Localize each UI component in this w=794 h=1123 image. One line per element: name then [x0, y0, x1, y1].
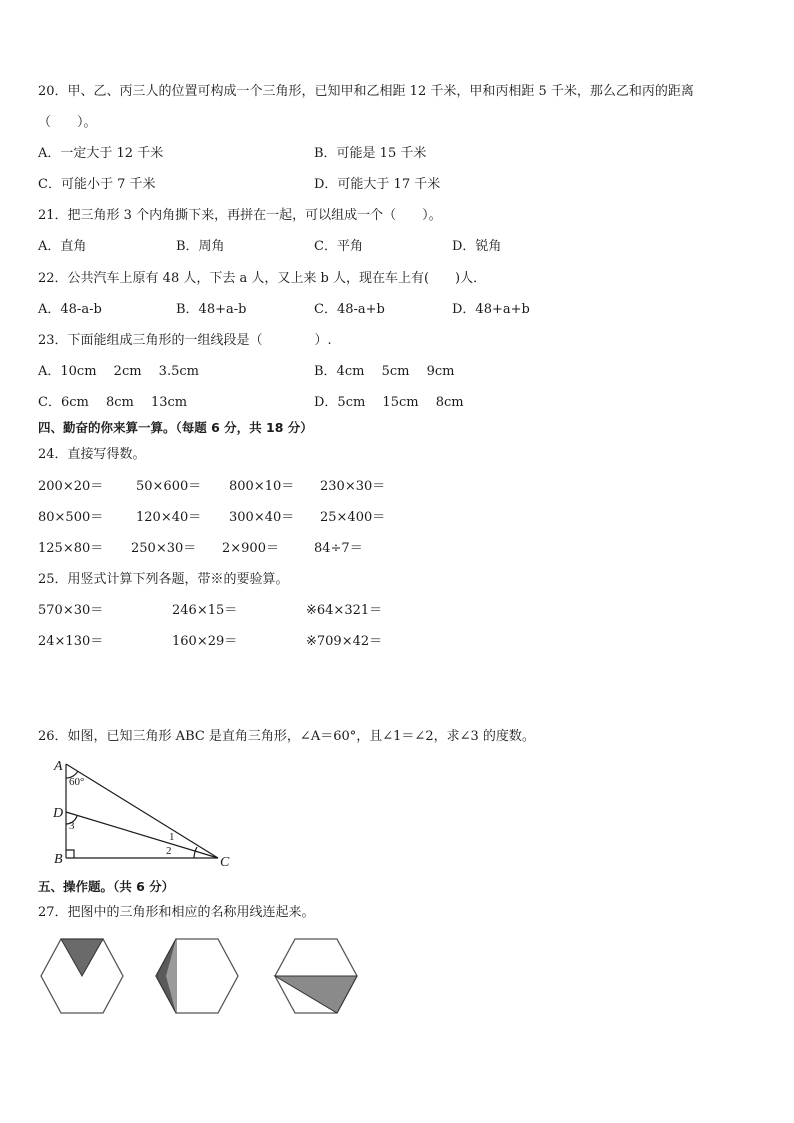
label-angle-a: 60° [69, 776, 85, 788]
hexagon-3 [275, 939, 357, 1013]
q23-option-a: A．10cm 2cm 3.5cm [38, 364, 199, 379]
q24-item: 50×600＝ [136, 479, 202, 494]
q24-item: 230×30＝ [320, 479, 386, 494]
q20-option-b: B．可能是 15 千米 [314, 146, 427, 161]
label-angle-1: 1 [169, 831, 175, 843]
q23-option-c: C．6cm 8cm 13cm [38, 395, 188, 410]
q22-option-b: B．48+a-b [176, 302, 247, 317]
q24-item: 2×900＝ [222, 541, 279, 556]
section5-title: 五、操作题。（共 6 分） [38, 879, 175, 894]
right-angle-mark [66, 850, 74, 858]
q22-stem: 22．公共汽车上原有 48 人，下去 a 人，又上来 b 人，现在车上有( )人． [38, 271, 487, 286]
q21-option-c: C．平角 [314, 239, 363, 254]
q20-option-c: C．可能小于 7 千米 [38, 177, 156, 192]
q24-item: 800×10＝ [229, 479, 295, 494]
q27-stem: 27．把图中的三角形和相应的名称用线连起来。 [38, 905, 315, 920]
q25-item: 160×29＝ [172, 634, 238, 649]
q24-item: 84÷7＝ [314, 541, 363, 556]
segment-ac [66, 764, 218, 858]
q21-stem: 21．把三角形 3 个内角撕下来，再拼在一起，可以组成一个（ ）。 [38, 208, 442, 223]
q25-item: ※709×42＝ [306, 634, 383, 649]
right-triangle-figure [48, 756, 248, 868]
q21-option-d: D．锐角 [452, 239, 502, 254]
q21-option-a: A．直角 [38, 239, 87, 254]
q25-stem: 25．用竖式计算下列各题，带※的要验算。 [38, 572, 289, 587]
q25-item: 246×15＝ [172, 603, 238, 618]
q22-option-c: C．48-a+b [314, 302, 385, 317]
label-angle-3: 3 [69, 820, 75, 832]
label-c: C [220, 855, 230, 868]
q24-item: 250×30＝ [131, 541, 197, 556]
label-angle-2: 2 [166, 845, 172, 857]
q24-item: 25×400＝ [320, 510, 386, 525]
section4-title: 四、勤奋的你来算一算。（每题 6 分，共 18 分） [38, 420, 313, 435]
angle-c-arc [194, 847, 197, 858]
q24-item: 125×80＝ [38, 541, 104, 556]
q20-option-a: A．一定大于 12 千米 [38, 146, 164, 161]
q24-item: 120×40＝ [136, 510, 202, 525]
label-a: A [54, 759, 63, 774]
q24-stem: 24．直接写得数。 [38, 447, 146, 462]
q20-blank: （ ）。 [38, 115, 97, 130]
q26-stem: 26．如图，已知三角形 ABC 是直角三角形，∠A＝60°，且∠1＝∠2，求∠3 的度数。 [38, 729, 535, 744]
q22-option-d: D．48+a+b [452, 302, 530, 317]
q23-option-d: D．5cm 15cm 8cm [314, 395, 464, 410]
label-b: B [54, 852, 63, 867]
q20-option-d: D．可能大于 17 千米 [314, 177, 441, 192]
hexagon-figures [38, 936, 368, 1016]
label-d: D [53, 806, 64, 821]
q22-option-a: A．48-a-b [38, 302, 102, 317]
q21-option-b: B．周角 [176, 239, 225, 254]
hexagon-1 [41, 939, 123, 1013]
q23-stem: 23．下面能组成三角形的一组线段是（ ）. [38, 333, 332, 348]
q25-item: 570×30＝ [38, 603, 104, 618]
hexagon-2 [156, 939, 238, 1013]
q24-item: 200×20＝ [38, 479, 104, 494]
q20-stem: 20．甲、乙、丙三人的位置可构成一个三角形，已知甲和乙相距 12 千米，甲和丙相距 5 千米，那么乙和丙的距离 [38, 84, 694, 99]
q23-option-b: B．4cm 5cm 9cm [314, 364, 455, 379]
q25-item: ※64×321＝ [306, 603, 383, 618]
q24-item: 300×40＝ [229, 510, 295, 525]
q24-item: 80×500＝ [38, 510, 104, 525]
q25-item: 24×130＝ [38, 634, 104, 649]
